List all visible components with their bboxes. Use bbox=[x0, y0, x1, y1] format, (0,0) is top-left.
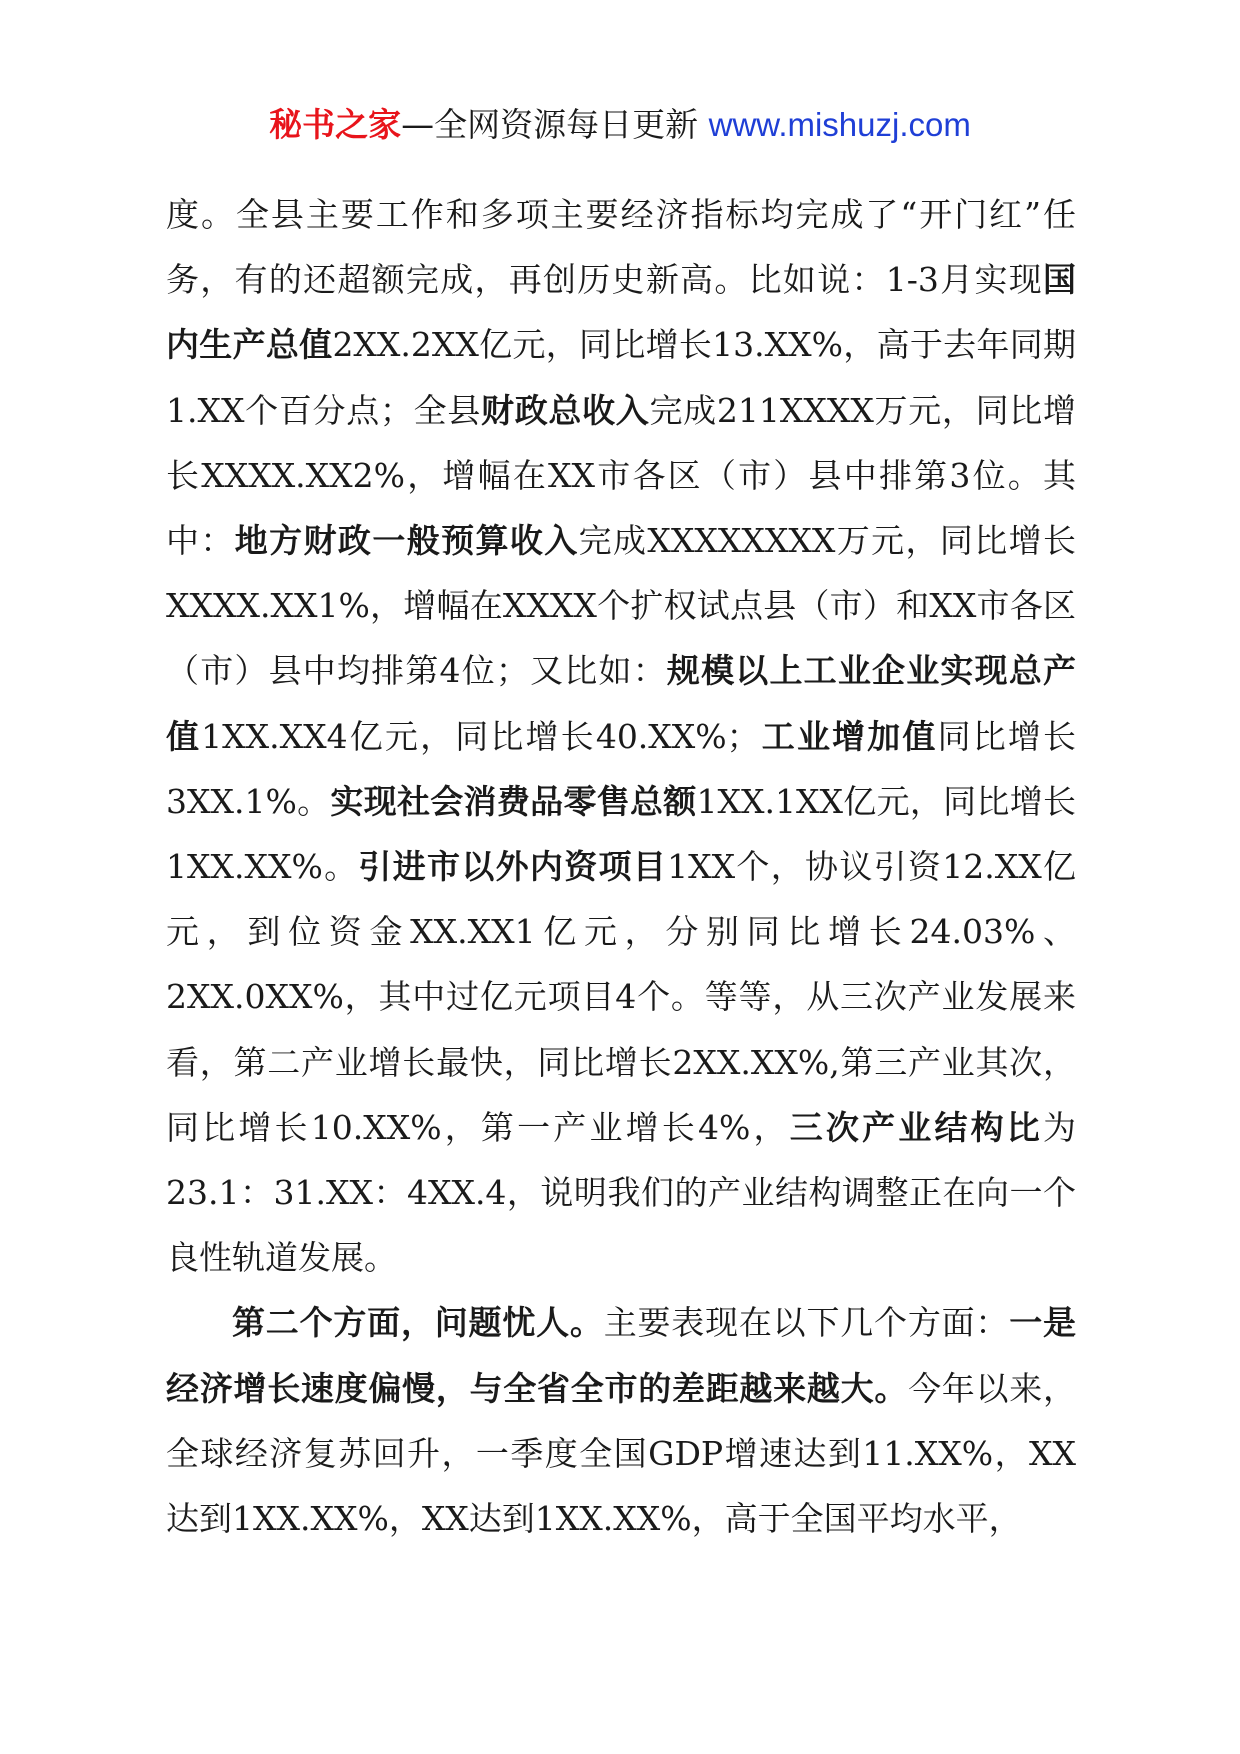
text-run: 1XX.XX4亿元，同比增长40.XX%； bbox=[201, 716, 760, 756]
paragraph-problems bbox=[166, 1290, 1076, 1551]
text-run: 今年以来，全球经济复苏回升，一季度全国GDP增速达到11.XX%，XX达到1XX.XX%，XX达到1XX.XX%，高于全国平均水平， bbox=[166, 1368, 1077, 1539]
document-body bbox=[166, 182, 1076, 1551]
text-run: 2XX.2XX亿元，同比增长13.XX%，高于去年同期1.XX个百分点；全县 bbox=[166, 325, 1077, 430]
page-header bbox=[0, 100, 1240, 150]
bold-term: 引进市以外内资项目 bbox=[358, 847, 668, 887]
bold-term: 一是经济增长速度偏慢，与全省全市的差距越来越大。 bbox=[166, 1303, 1077, 1408]
bold-term: 财政总收入 bbox=[481, 390, 650, 430]
bold-term: 国内生产总值 bbox=[166, 260, 1076, 365]
bold-term: 工业增加值 bbox=[759, 716, 938, 756]
text-run: 完成211XXXX万元，同比增长XXXX.XX2%，增幅在XX市各区（市）县中排第3位。其中： bbox=[166, 390, 1076, 561]
paragraph-economic-results bbox=[166, 182, 1076, 1290]
text-run: 同比增长3XX.1%。 bbox=[166, 716, 1077, 821]
text-run: 为23.1：31.XX：4XX.4，说明我们的产业结构调整正在向一个良性轨道发展。 bbox=[166, 1107, 1076, 1278]
bold-term: 实现社会消费品零售总额 bbox=[330, 781, 697, 821]
text-run: 1XX.1XX亿元，同比增长1XX.XX%。 bbox=[166, 781, 1076, 887]
text-run: 主要表现在以下几个方面： bbox=[603, 1303, 1010, 1343]
text-run: 1XX个，协议引资12.XX亿元，到位资金XX.XX1亿元，分别同比增长24.03%、2XX.0XX%，其中过亿元项目4个。等等，从三次产业发展来看，第二产业增长最快，同比增长2XX.XX%,第三产业其次，同比增长10.XX%，第一产业增长4%， bbox=[166, 847, 1076, 1147]
header-tagline: —全网资源每日更新 bbox=[401, 105, 709, 144]
site-url[interactable]: www.mishuzj.com bbox=[708, 106, 971, 143]
section-heading: 第二个方面，问题忧人。 bbox=[232, 1303, 604, 1343]
brand-name: 秘书之家 bbox=[269, 105, 402, 144]
text-run: 度。全县主要工作和多项主要经济指标均完成了“开门红”任务，有的还超额完成，再创历史新高。比如说：1-3月实现 bbox=[166, 195, 1076, 300]
bold-term: 地方财政一般预算收入 bbox=[234, 521, 579, 561]
text-run: 完成XXXXXXXX万元，同比增长XXXX.XX1%，增幅在XXXX个扩权试点县（市）和XX市各区（市）县中均排第4位；又比如： bbox=[166, 521, 1077, 691]
bold-term: 规模以上工业企业实现总产值 bbox=[166, 651, 1077, 756]
bold-term: 三次产业结构比 bbox=[789, 1107, 1043, 1147]
